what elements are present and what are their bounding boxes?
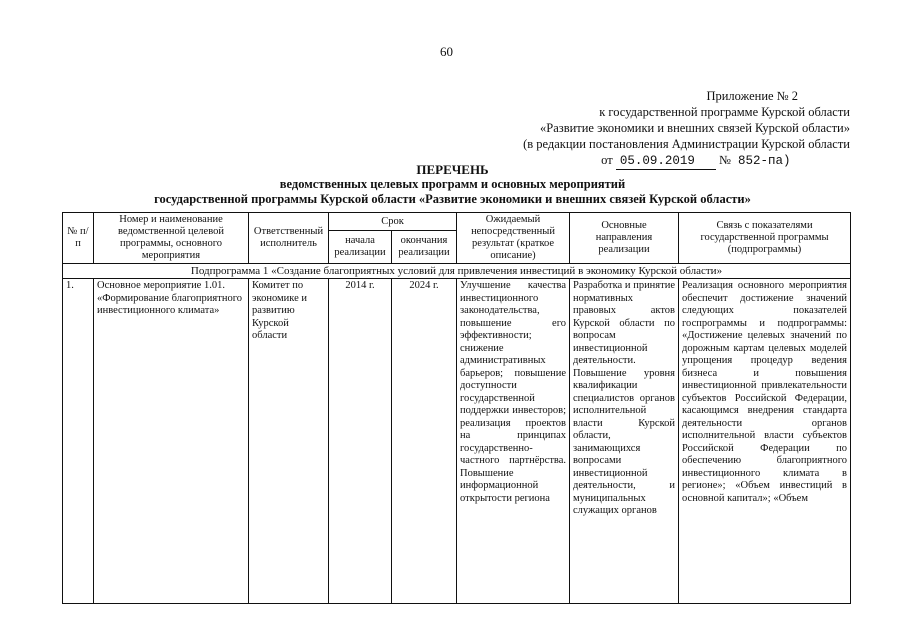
document-title	[0, 162, 905, 207]
appendix-line-4: (в редакции постановления Администрации Курской области	[523, 137, 850, 151]
row-directions	[570, 279, 679, 604]
row-start: 2014 г.	[329, 279, 392, 604]
appendix-block	[490, 88, 850, 170]
header-result: Ожидаемый непосредственный результат (краткое описание)	[457, 213, 570, 264]
row-num: 1.	[63, 279, 94, 604]
date-prefix: от	[601, 153, 613, 167]
header-executor: Ответственный исполнитель	[249, 213, 329, 264]
title-line-2: ведомственных целевых программ и основных мероприятий	[279, 177, 626, 191]
header-term-end: окончания реализации	[392, 231, 457, 264]
appendix-line-3: «Развитие экономики и внешних связей Курской области»	[540, 121, 850, 135]
resolution-date: 05.09.2019	[616, 153, 716, 170]
row-link	[679, 279, 851, 604]
row-executor: Комитет по экономике и развитию Курской области	[249, 279, 329, 604]
subprogram-row	[63, 264, 851, 279]
row-end: 2024 г.	[392, 279, 457, 604]
row-result	[457, 279, 570, 604]
table-row	[63, 279, 851, 604]
header-link: Связь с показателями государственной программы (подпрограммы)	[679, 213, 851, 264]
row-directions-text: Разработка и принятие нормативных правовых актов Курской области по вопросам инвестиционной деятельности. Повышение уровня квалификации специалистов органов исполнительной власти Курской области, занимающихся вопросами инвестиционной деятельности, и муниципальных служащих органов	[573, 280, 676, 516]
row-result-text: Улучшение качества инвестиционного законодательства, повышение его эффективности; снижение административных барьеров; повышение доступности государственной поддержки инвесторов; реализация проектов на принципах государственно-частного партнёрства. Повышение информационной открытости региона	[460, 280, 567, 504]
programs-table	[62, 212, 851, 604]
header-directions: Основные направления реализации	[570, 213, 679, 264]
title-line-3: государственной программы Курской области «Развитие экономики и внешних связей Курской области»	[154, 192, 751, 206]
header-term-start: начала реализации	[329, 231, 392, 264]
header-name: Номер и наименование ведомственной целевой программы, основного мероприятия	[94, 213, 249, 264]
row-name: Основное мероприятие 1.01. «Формирование благоприятного инвестиционного климата»	[94, 279, 249, 604]
title-main: ПЕРЕЧЕНЬ	[416, 162, 489, 177]
appendix-line-2: к государственной программе Курской области	[599, 105, 850, 119]
subprogram-title: Подпрограмма 1 «Создание благоприятных условий для привлечения инвестиций в экономику Курской области»	[63, 264, 851, 279]
header-num: № п/п	[63, 213, 94, 264]
page-number: 60	[440, 44, 453, 59]
header-term: Срок	[329, 213, 457, 231]
resolution-number: 852-па)	[738, 154, 791, 168]
appendix-line-1: Приложение № 2	[706, 89, 798, 103]
row-link-text: Реализация основного мероприятия обеспечит достижение значений следующих показателей госпрограммы и подпрограммы: «Достижение целевых значений по дорожным картам целевых моделей упрощения процедур ведения бизнеса и повышения инвестиционной привлекательности субъектов Российской Федерации, касающимся внедрения стандарта деятельности органов исполнительной власти субъектов Российской Федерации по обеспечению благоприятного инвестиционного климата в регионе»; «Объем инвестиций в основной капитал»; «Объем	[682, 280, 848, 504]
number-prefix: №	[718, 153, 731, 167]
